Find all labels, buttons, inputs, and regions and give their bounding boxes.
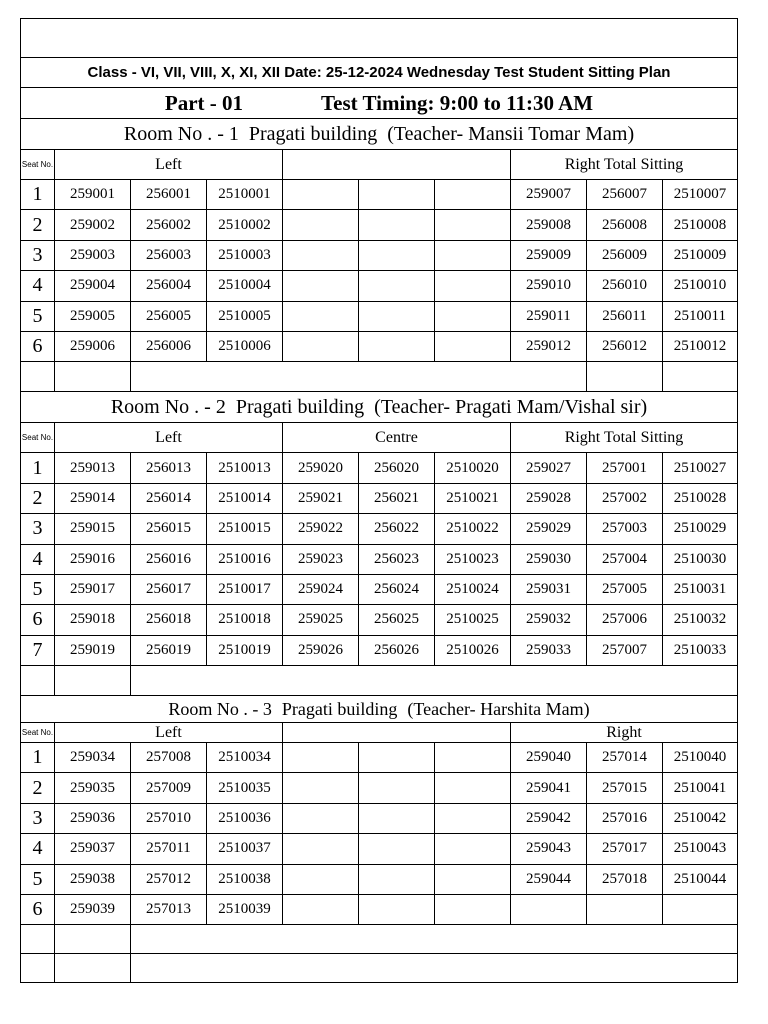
roll-number-cell: 259004 <box>55 271 131 301</box>
blank-cell <box>55 925 131 954</box>
seat-row <box>21 180 738 210</box>
roll-number-cell: 2510012 <box>663 331 738 361</box>
roll-number-cell: 256007 <box>587 180 663 210</box>
blank-cell <box>55 666 131 696</box>
seat-number: 7 <box>21 635 55 665</box>
roll-number-cell <box>359 864 435 894</box>
roll-number-cell <box>435 301 511 331</box>
roll-number-cell: 257016 <box>587 803 663 833</box>
roll-number-cell: 257001 <box>587 453 663 483</box>
roll-number-cell <box>359 743 435 773</box>
roll-number-cell: 259039 <box>55 895 131 925</box>
roll-number-cell <box>435 331 511 361</box>
roll-number-cell: 2510025 <box>435 605 511 635</box>
roll-number-cell: 2510030 <box>663 544 738 574</box>
seat-row <box>21 544 738 574</box>
seat-number: 2 <box>21 773 55 803</box>
roll-number-cell <box>283 743 359 773</box>
roll-number-cell: 257008 <box>131 743 207 773</box>
blank-row <box>21 666 738 696</box>
room-building: Pragati building <box>235 395 365 418</box>
seat-row <box>21 834 738 864</box>
blank-cell <box>587 362 663 392</box>
roll-number-cell: 2510028 <box>663 483 738 513</box>
seat-no-header: Seat No. <box>21 723 55 743</box>
seat-row <box>21 574 738 604</box>
roll-number-cell: 2510034 <box>207 743 283 773</box>
roll-number-cell <box>511 895 587 925</box>
roll-number-cell: 256004 <box>131 271 207 301</box>
blank-cell <box>131 954 738 983</box>
room-teacher: (Teacher- Harshita Mam) <box>407 698 590 719</box>
room-number: Room No . - 3 <box>168 698 272 719</box>
roll-number-cell <box>283 834 359 864</box>
roll-number-cell: 259041 <box>511 773 587 803</box>
seat-number: 3 <box>21 514 55 544</box>
room-group-header-row <box>21 423 738 453</box>
roll-number-cell: 256018 <box>131 605 207 635</box>
roll-number-cell: 259023 <box>283 544 359 574</box>
roll-number-cell: 259002 <box>55 210 131 240</box>
group-left-header: Left <box>55 150 283 180</box>
seat-number: 4 <box>21 544 55 574</box>
blank-cell <box>21 19 738 58</box>
seat-number: 6 <box>21 331 55 361</box>
roll-number-cell <box>283 240 359 270</box>
roll-number-cell <box>283 864 359 894</box>
roll-number-cell: 259009 <box>511 240 587 270</box>
seat-row <box>21 240 738 270</box>
seat-number: 1 <box>21 743 55 773</box>
part-timing-row <box>21 88 738 119</box>
roll-number-cell <box>435 803 511 833</box>
roll-number-cell: 256008 <box>587 210 663 240</box>
roll-number-cell: 259015 <box>55 514 131 544</box>
roll-number-cell <box>359 301 435 331</box>
part-label: Part - 01 <box>164 90 244 115</box>
roll-number-cell: 259040 <box>511 743 587 773</box>
seat-number: 6 <box>21 895 55 925</box>
seat-row <box>21 453 738 483</box>
roll-number-cell: 256001 <box>131 180 207 210</box>
room-building: Pragati building <box>248 122 378 145</box>
blank-cell <box>21 954 55 983</box>
roll-number-cell: 2510008 <box>663 210 738 240</box>
roll-number-cell: 257015 <box>587 773 663 803</box>
roll-number-cell: 256021 <box>359 483 435 513</box>
roll-number-cell: 2510004 <box>207 271 283 301</box>
roll-number-cell: 256010 <box>587 271 663 301</box>
roll-number-cell <box>435 240 511 270</box>
seat-row <box>21 483 738 513</box>
roll-number-cell: 259019 <box>55 635 131 665</box>
roll-number-cell: 2510035 <box>207 773 283 803</box>
group-left-header: Left <box>55 423 283 453</box>
seat-number: 4 <box>21 834 55 864</box>
roll-number-cell: 259012 <box>511 331 587 361</box>
roll-number-cell <box>435 864 511 894</box>
top-blank-row <box>21 19 738 58</box>
blank-cell <box>131 362 587 392</box>
seat-row <box>21 773 738 803</box>
group-left-header: Left <box>55 723 283 743</box>
group-right-header: Right <box>511 723 738 743</box>
roll-number-cell <box>359 180 435 210</box>
roll-number-cell: 256014 <box>131 483 207 513</box>
roll-number-cell: 259005 <box>55 301 131 331</box>
roll-number-cell: 259032 <box>511 605 587 635</box>
room-teacher: (Teacher- Pragati Mam/Vishal sir) <box>374 395 648 418</box>
blank-row <box>21 954 738 983</box>
roll-number-cell: 259037 <box>55 834 131 864</box>
roll-number-cell: 2510029 <box>663 514 738 544</box>
roll-number-cell: 259036 <box>55 803 131 833</box>
roll-number-cell: 257006 <box>587 605 663 635</box>
roll-number-cell: 259031 <box>511 574 587 604</box>
roll-number-cell <box>435 180 511 210</box>
roll-number-cell <box>283 803 359 833</box>
roll-number-cell <box>663 895 738 925</box>
roll-number-cell: 2510011 <box>663 301 738 331</box>
roll-number-cell: 2510022 <box>435 514 511 544</box>
roll-number-cell: 257005 <box>587 574 663 604</box>
roll-number-cell: 257018 <box>587 864 663 894</box>
seat-row <box>21 271 738 301</box>
seat-number: 3 <box>21 240 55 270</box>
roll-number-cell: 2510009 <box>663 240 738 270</box>
roll-number-cell: 2510021 <box>435 483 511 513</box>
roll-number-cell: 256011 <box>587 301 663 331</box>
roll-number-cell: 257004 <box>587 544 663 574</box>
roll-number-cell: 2510043 <box>663 834 738 864</box>
roll-number-cell: 257003 <box>587 514 663 544</box>
seat-no-header: Seat No. <box>21 423 55 453</box>
roll-number-cell: 259030 <box>511 544 587 574</box>
room-number: Room No . - 1 <box>123 122 239 145</box>
roll-number-cell: 2510018 <box>207 605 283 635</box>
blank-cell <box>21 925 55 954</box>
roll-number-cell: 259001 <box>55 180 131 210</box>
seat-row <box>21 301 738 331</box>
group-centre-header <box>283 723 511 743</box>
roll-number-cell: 256012 <box>587 331 663 361</box>
roll-number-cell: 256022 <box>359 514 435 544</box>
seat-number: 1 <box>21 180 55 210</box>
roll-number-cell: 259003 <box>55 240 131 270</box>
roll-number-cell: 257009 <box>131 773 207 803</box>
roll-number-cell <box>283 180 359 210</box>
roll-number-cell: 2510016 <box>207 544 283 574</box>
roll-number-cell: 257007 <box>587 635 663 665</box>
roll-number-cell: 256002 <box>131 210 207 240</box>
roll-number-cell: 259026 <box>283 635 359 665</box>
roll-number-cell <box>587 895 663 925</box>
seat-no-header: Seat No. <box>21 150 55 180</box>
blank-cell <box>131 666 738 696</box>
part-timing-cell <box>21 88 738 119</box>
test-timing-label: Test Timing: 9:00 to 11:30 AM <box>321 90 594 115</box>
roll-number-cell: 2510010 <box>663 271 738 301</box>
room-title-row <box>21 119 738 150</box>
seat-number: 5 <box>21 864 55 894</box>
seat-row <box>21 803 738 833</box>
seat-number: 3 <box>21 803 55 833</box>
roll-number-cell: 256020 <box>359 453 435 483</box>
roll-number-cell: 2510019 <box>207 635 283 665</box>
blank-cell <box>21 362 55 392</box>
room-building: Pragati building <box>281 698 398 719</box>
roll-number-cell <box>359 240 435 270</box>
roll-number-cell: 2510014 <box>207 483 283 513</box>
roll-number-cell <box>435 210 511 240</box>
roll-number-cell: 259025 <box>283 605 359 635</box>
roll-number-cell: 259007 <box>511 180 587 210</box>
roll-number-cell: 259021 <box>283 483 359 513</box>
roll-number-cell: 259014 <box>55 483 131 513</box>
roll-number-cell: 257002 <box>587 483 663 513</box>
seat-row <box>21 210 738 240</box>
roll-number-cell: 259038 <box>55 864 131 894</box>
roll-number-cell: 256025 <box>359 605 435 635</box>
seat-row <box>21 864 738 894</box>
roll-number-cell <box>283 773 359 803</box>
roll-number-cell <box>359 271 435 301</box>
blank-cell <box>131 925 738 954</box>
roll-number-cell: 256009 <box>587 240 663 270</box>
room-teacher: (Teacher- Mansii Tomar Mam) <box>387 122 635 145</box>
roll-number-cell: 2510041 <box>663 773 738 803</box>
roll-number-cell: 2510007 <box>663 180 738 210</box>
roll-number-cell: 2510023 <box>435 544 511 574</box>
group-right-header: Right Total Sitting <box>511 423 738 453</box>
room-title-cell <box>21 119 738 150</box>
roll-number-cell: 256003 <box>131 240 207 270</box>
roll-number-cell: 2510020 <box>435 453 511 483</box>
roll-number-cell: 259018 <box>55 605 131 635</box>
roll-number-cell: 259035 <box>55 773 131 803</box>
roll-number-cell: 256015 <box>131 514 207 544</box>
roll-number-cell: 256005 <box>131 301 207 331</box>
class-date-title: Class - VI, VII, VIII, X, XI, XII Date: 25-12-2024 Wednesday Test Student Sitting Plan <box>21 58 738 88</box>
roll-number-cell: 2510024 <box>435 574 511 604</box>
seat-number: 2 <box>21 210 55 240</box>
roll-number-cell: 2510002 <box>207 210 283 240</box>
roll-number-cell: 2510031 <box>663 574 738 604</box>
roll-number-cell <box>435 895 511 925</box>
roll-number-cell <box>359 803 435 833</box>
room-group-header-row <box>21 723 738 743</box>
roll-number-cell: 2510033 <box>663 635 738 665</box>
roll-number-cell <box>359 210 435 240</box>
roll-number-cell <box>435 834 511 864</box>
roll-number-cell: 256023 <box>359 544 435 574</box>
roll-number-cell: 259008 <box>511 210 587 240</box>
room-title-row <box>21 696 738 723</box>
seat-row <box>21 514 738 544</box>
roll-number-cell: 257014 <box>587 743 663 773</box>
class-date-row <box>21 58 738 88</box>
roll-number-cell: 2510001 <box>207 180 283 210</box>
roll-number-cell: 259042 <box>511 803 587 833</box>
roll-number-cell: 256006 <box>131 331 207 361</box>
roll-number-cell: 2510027 <box>663 453 738 483</box>
roll-number-cell: 2510006 <box>207 331 283 361</box>
roll-number-cell: 256019 <box>131 635 207 665</box>
roll-number-cell: 259017 <box>55 574 131 604</box>
roll-number-cell: 2510032 <box>663 605 738 635</box>
roll-number-cell <box>283 895 359 925</box>
room-title-row <box>21 392 738 423</box>
roll-number-cell: 2510005 <box>207 301 283 331</box>
roll-number-cell: 2510044 <box>663 864 738 894</box>
roll-number-cell: 2510017 <box>207 574 283 604</box>
roll-number-cell: 2510042 <box>663 803 738 833</box>
seat-row <box>21 635 738 665</box>
seating-plan-table <box>20 18 738 983</box>
roll-number-cell: 2510036 <box>207 803 283 833</box>
roll-number-cell: 256013 <box>131 453 207 483</box>
roll-number-cell: 259011 <box>511 301 587 331</box>
blank-cell <box>21 666 55 696</box>
roll-number-cell <box>359 773 435 803</box>
roll-number-cell: 2510038 <box>207 864 283 894</box>
roll-number-cell: 257010 <box>131 803 207 833</box>
blank-cell <box>663 362 738 392</box>
group-centre-header <box>283 150 511 180</box>
roll-number-cell: 256024 <box>359 574 435 604</box>
seat-row <box>21 605 738 635</box>
roll-number-cell: 259027 <box>511 453 587 483</box>
blank-cell <box>55 954 131 983</box>
roll-number-cell: 2510040 <box>663 743 738 773</box>
roll-number-cell: 259028 <box>511 483 587 513</box>
roll-number-cell: 259013 <box>55 453 131 483</box>
roll-number-cell: 259044 <box>511 864 587 894</box>
roll-number-cell: 257011 <box>131 834 207 864</box>
roll-number-cell: 257013 <box>131 895 207 925</box>
roll-number-cell <box>283 271 359 301</box>
roll-number-cell: 259024 <box>283 574 359 604</box>
seat-row <box>21 743 738 773</box>
roll-number-cell: 259034 <box>55 743 131 773</box>
roll-number-cell: 256016 <box>131 544 207 574</box>
roll-number-cell <box>283 210 359 240</box>
seat-number: 5 <box>21 301 55 331</box>
room-number: Room No . - 2 <box>110 395 226 418</box>
room-title-cell <box>21 392 738 423</box>
group-centre-header: Centre <box>283 423 511 453</box>
blank-cell <box>55 362 131 392</box>
seat-number: 1 <box>21 453 55 483</box>
seat-number: 6 <box>21 605 55 635</box>
roll-number-cell: 2510013 <box>207 453 283 483</box>
roll-number-cell <box>359 331 435 361</box>
roll-number-cell: 259020 <box>283 453 359 483</box>
blank-row <box>21 362 738 392</box>
roll-number-cell <box>359 895 435 925</box>
roll-number-cell: 257012 <box>131 864 207 894</box>
blank-row <box>21 925 738 954</box>
roll-number-cell: 259029 <box>511 514 587 544</box>
roll-number-cell: 259022 <box>283 514 359 544</box>
roll-number-cell <box>359 834 435 864</box>
room-group-header-row <box>21 150 738 180</box>
roll-number-cell <box>435 271 511 301</box>
seat-row <box>21 331 738 361</box>
roll-number-cell: 2510037 <box>207 834 283 864</box>
seat-number: 5 <box>21 574 55 604</box>
seat-number: 2 <box>21 483 55 513</box>
roll-number-cell: 2510015 <box>207 514 283 544</box>
roll-number-cell: 256026 <box>359 635 435 665</box>
seat-number: 4 <box>21 271 55 301</box>
roll-number-cell: 2510003 <box>207 240 283 270</box>
roll-number-cell: 259043 <box>511 834 587 864</box>
roll-number-cell: 259006 <box>55 331 131 361</box>
room-title-cell <box>21 696 738 723</box>
roll-number-cell: 259016 <box>55 544 131 574</box>
roll-number-cell: 2510039 <box>207 895 283 925</box>
roll-number-cell: 2510026 <box>435 635 511 665</box>
roll-number-cell <box>435 773 511 803</box>
roll-number-cell: 259010 <box>511 271 587 301</box>
roll-number-cell: 256017 <box>131 574 207 604</box>
roll-number-cell <box>283 331 359 361</box>
roll-number-cell <box>435 743 511 773</box>
seat-row <box>21 895 738 925</box>
roll-number-cell: 257017 <box>587 834 663 864</box>
roll-number-cell <box>283 301 359 331</box>
group-right-header: Right Total Sitting <box>511 150 738 180</box>
roll-number-cell: 259033 <box>511 635 587 665</box>
